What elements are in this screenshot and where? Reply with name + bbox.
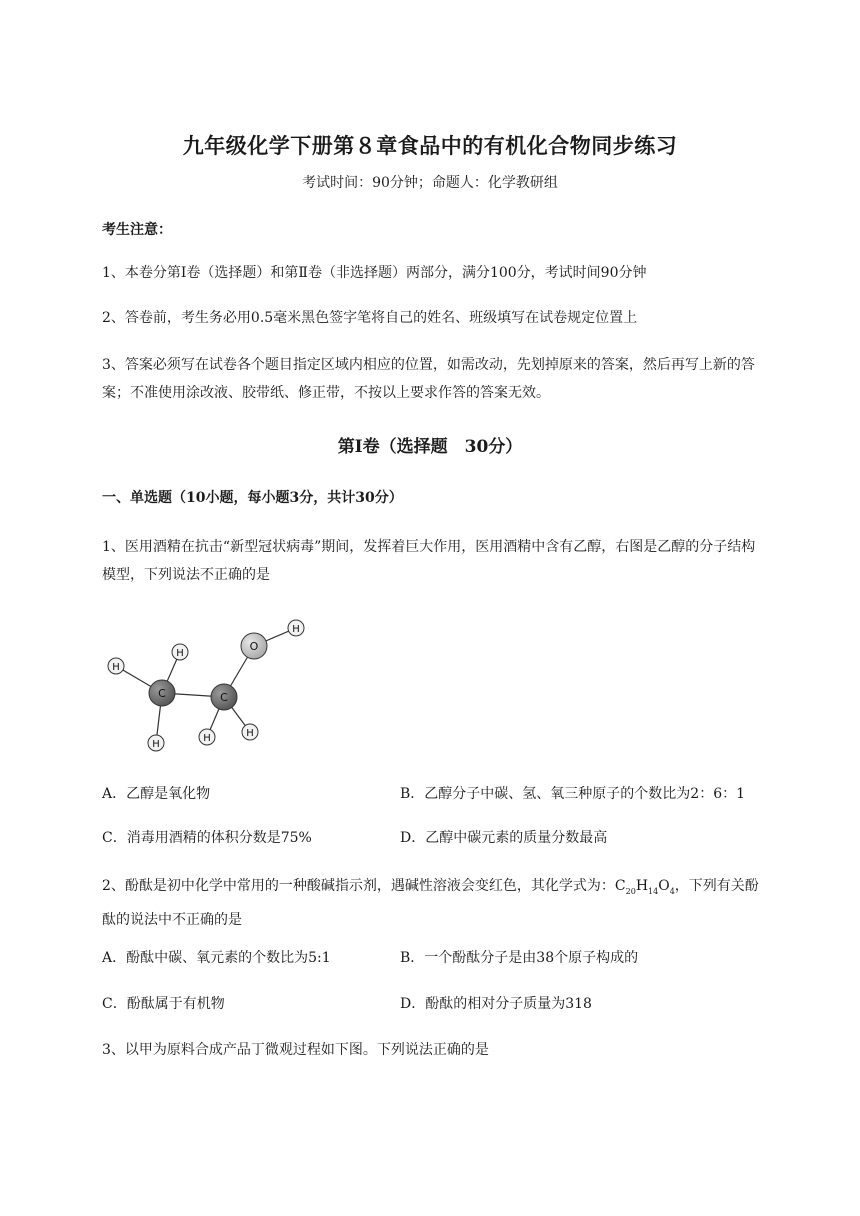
- atom-label-h: H: [112, 662, 120, 673]
- q1-option-d: D．乙醇中碳元素的质量分数最高: [400, 830, 608, 846]
- atom-label-h: H: [292, 624, 300, 635]
- question-1-stem: 1、医用酒精在抗击“新型冠状病毒”期间，发挥着巨大作用，医用酒精中含有乙醇，右图是乙醇的分子结构模型，下列说法不正确的是: [102, 539, 756, 583]
- atom-label-h: H: [246, 728, 254, 739]
- notice-heading: 考生注意：: [102, 222, 172, 238]
- q2-stem-after: ，下列有关酚酞的说法中不正确的是: [102, 878, 759, 928]
- page-title: 九年级化学下册第８章食品中的有机化合物同步练习: [182, 133, 678, 158]
- atom-label-h: H: [176, 648, 184, 659]
- section-title: 第I卷（选择题 30分）: [337, 437, 523, 457]
- q1-option-b: B．乙醇分子中碳、氢、氧三种原子的个数比为2：6：1: [400, 786, 746, 802]
- q2-option-c: C．酚酞属于有机物: [102, 996, 225, 1012]
- atom-label-o: O: [249, 640, 259, 653]
- notice-1: 1、本卷分第Ⅰ卷（选择题）和第Ⅱ卷（非选择题）两部分，满分100分，考试时间90分钟: [102, 265, 647, 281]
- atom-label-h: H: [203, 733, 211, 744]
- notice-2: 2、答卷前，考生务必用0.5毫米黑色签字笔将自己的姓名、班级填写在试卷规定位置上: [102, 310, 638, 326]
- part-heading: 一、单选题（10小题，每小题3分，共计30分）: [102, 490, 403, 506]
- q2-option-b: B．一个酚酞分子是由38个原子构成的: [400, 950, 639, 966]
- q1-option-c: C．消毒用酒精的体积分数是75%: [102, 830, 312, 846]
- atom-label-c: C: [158, 687, 166, 700]
- q2-stem-before: 2、酚酞是初中化学中常用的一种酸碱指示剂，遇碱性溶液会变红色，其化学式为：: [102, 878, 615, 894]
- q2-option-d: D．酚酞的相对分子质量为318: [400, 996, 592, 1012]
- phenolphthalein-formula: $C_{20}H_{14}O_4$: [614, 878, 675, 896]
- hydrogen-atoms: [108, 620, 304, 751]
- q1-option-a: A．乙醇是氧化物: [102, 786, 211, 802]
- atom-label-h: H: [152, 739, 160, 750]
- ethanol-molecule-model: [96, 604, 326, 764]
- notice-3: 3、答案必须写在试卷各个题目指定区域内相应的位置，如需改动，先划掉原来的答案，然后再写上新的答案；不准使用涂改液、胶带纸、修正带，不按以上要求作答的答案无效。: [102, 357, 755, 401]
- question-3-stem: 3、以甲为原料合成产品丁微观过程如下图。下列说法正确的是: [102, 1042, 489, 1058]
- q2-option-a: A．酚酞中碳、氧元素的个数比为5:1: [102, 950, 331, 966]
- atom-label-c: C: [220, 691, 228, 704]
- exam-info: 考试时间：90分钟；命题人：化学教研组: [302, 175, 558, 191]
- question-2-stem: [102, 872, 762, 934]
